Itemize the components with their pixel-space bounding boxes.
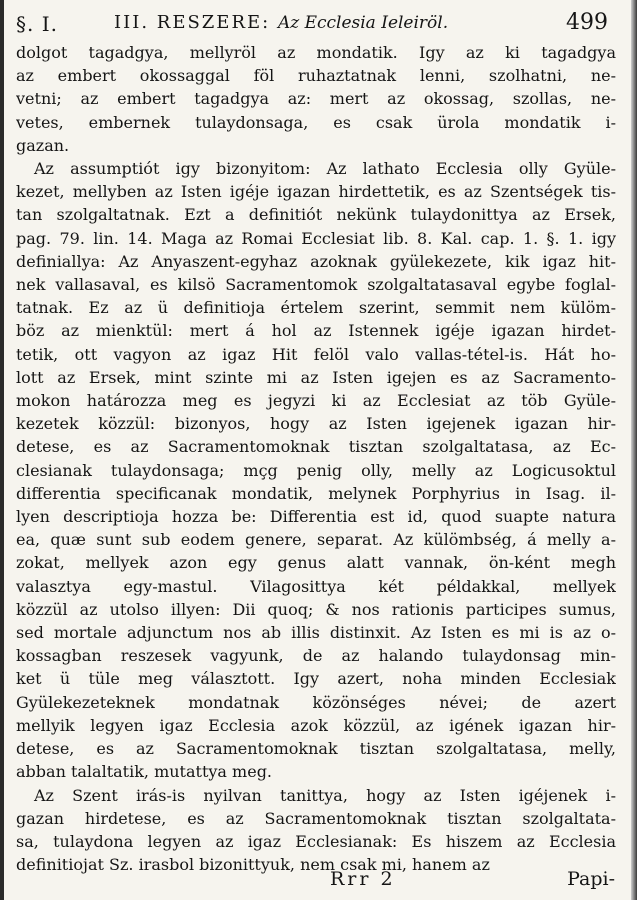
section-mark: §. I. <box>16 12 58 36</box>
text-line: böz az mienktül: mert á hol az Istennek igéje igazan hirdet- <box>16 321 616 341</box>
text-line: detese, es az Sacramentomoknak tisztan szolgaltatasa, melly, <box>16 739 616 759</box>
body-text <box>16 41 616 876</box>
text-line: Az assumptiót igy bizonyitom: Az lathato Ecclesia olly Gyüle- <box>34 159 616 179</box>
text-line: lott az Ersek, mint szinte mi az Isten igejen es az Sacramento- <box>16 367 616 387</box>
catchword: Papi- <box>567 868 615 890</box>
text-line: tatnak. Ez az ü definitioja értelem szerint, semmit nem külöm- <box>16 298 616 318</box>
text-line: differentia specificanak mondatik, melynek Porphyrius in Isag. il- <box>16 483 616 503</box>
text-line: zokat, mellyek azon egy genus alatt vannak, ön-ként megh <box>16 553 616 573</box>
text-line: kezetek közzül: bizonyos, hogy az Isten igejenek igazan hir- <box>16 414 616 434</box>
running-title-part: III. RESZERE: <box>114 12 271 33</box>
text-line: az embert okossaggal föl ruhaztatnak lenni, szolhatni, ne- <box>16 66 616 86</box>
printer-signature: Rrr 2 <box>330 868 396 890</box>
text-line: detese, es az Sacramentomoknak tisztan szolgaltatasa, az Ec- <box>16 437 616 457</box>
page-edge-shadow <box>631 0 637 900</box>
text-line: kezet, mellyben az Isten igéje igazan hirdettetik, es az Szentségek tis- <box>16 182 616 202</box>
text-line: sa, tulaydona legyen az igaz Ecclesianak: Es hiszem az Ecclesia <box>16 831 616 851</box>
text-line: valasztya egy-mastul. Vilagosittya két példakkal, mellyek <box>16 576 616 596</box>
running-title <box>114 12 448 33</box>
text-line: definiallya: Az Anyaszent-egyhaz azoknak gyülekezete, kik igaz hit- <box>16 251 616 271</box>
text-line: vetes, embernek tulaydonsaga, es csak ürola mondatik i- <box>16 112 616 132</box>
text-line: gazan hirdetese, es az Sacramentomoknak tisztan szolgaltata- <box>16 808 616 828</box>
text-line: abban talaltatik, mutattya meg. <box>16 762 273 782</box>
text-line: Gyülekezeteknek mondatnak közönséges névei; de azert <box>16 692 616 712</box>
text-line: pag. 79. lin. 14. Maga az Romai Ecclesiat lib. 8. Kal. cap. 1. §. 1. igy <box>16 228 616 248</box>
text-line: lyen descriptioja hozza be: Differentia est id, quod suapte natura <box>16 507 616 527</box>
text-line: vetni; az embert tagadgya az: mert az okossag, szollas, ne- <box>16 89 616 109</box>
running-subtitle: Az Ecclesia Ieleiröl. <box>277 13 449 33</box>
text-line: clesianak tulaydonsaga; mçg penig olly, melly az Logicusoktul <box>16 460 616 480</box>
text-line: mokon határozza meg es jegyzi ki az Ecclesiat az töb Gyüle- <box>16 391 616 411</box>
page-number: 499 <box>566 10 608 35</box>
text-line: gazan. <box>16 135 70 155</box>
text-line: ket ü tüle meg választott. Igy azert, noha minden Ecclesiak <box>16 669 616 689</box>
text-line: tetik, ott vagyon az igaz Hit felöl valo vallas-tétel-is. Hát ho- <box>16 344 616 364</box>
text-line: Az Szent irás-is nyilvan tanittya, hogy az Isten igéjenek i- <box>34 785 616 805</box>
running-header <box>16 6 616 36</box>
text-line: nek vallasaval, es kilsö Sacramentomok szolgaltatasaval egybe foglal- <box>16 275 616 295</box>
text-line: mellyik legyen igaz Ecclesia azok közzül, az igének igazan hir- <box>16 715 616 735</box>
text-line: közzül az utolso illyen: Dii quoq; & nos rationis participes sumus, <box>16 599 616 619</box>
text-line: tan szolgaltatnak. Ezt a definitiót nekünk tulaydonittya az Ersek, <box>16 205 616 225</box>
text-line: dolgot tagadgya, mellyröl az mondatik. Igy az ki tagadgya <box>16 43 616 62</box>
text-line: sed mortale adjunctum nos ab illis distinxit. Az Isten es mi is az o- <box>16 623 616 643</box>
text-line: kossagban reszesek vagyunk, de az halando tulaydonsag min- <box>16 646 616 666</box>
text-line: definitiojat Sz. irasbol bizonittyuk, nem csak mi, hanem az <box>16 855 490 875</box>
text-line: ea, quæ sunt sub eodem genere, separat. Az külömbség, á melly a- <box>16 530 616 550</box>
